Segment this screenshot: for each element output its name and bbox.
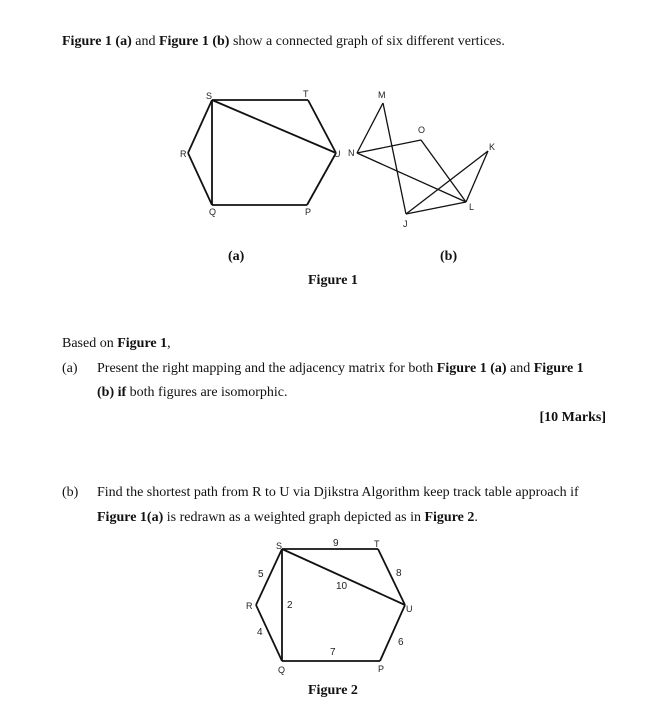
- figure-2-caption: Figure 2: [308, 683, 358, 698]
- vertex-u-label: U: [334, 149, 341, 159]
- fig2-vertex-t: T: [374, 539, 380, 549]
- intro-fig1b: Figure 1 (b): [158, 34, 230, 49]
- intro-fig1a: Figure 1 (a): [62, 34, 132, 49]
- fig2-vertex-u: U: [406, 604, 413, 614]
- part-b-number: (b): [62, 485, 79, 500]
- vertex-l-label: L: [469, 202, 475, 212]
- part-b-fig1a: Figure 1(a): [97, 510, 164, 525]
- figure-1b-sublabel: (b): [440, 249, 458, 264]
- vertex-k-label: K: [489, 142, 496, 152]
- vertex-n-label: N: [348, 148, 355, 158]
- edge2-u-p: [380, 605, 405, 661]
- part-a-text1: Present the right mapping and the adjacency matrix for both: [97, 361, 437, 376]
- weight-s-t: 9: [333, 538, 339, 549]
- weight-t-u: 8: [396, 568, 402, 579]
- vertex-m-label: M: [378, 90, 386, 100]
- weight-s-r: 5: [258, 569, 264, 580]
- lead-figure: Figure 1: [117, 336, 168, 351]
- fig2-vertex-p: P: [378, 664, 385, 674]
- vertex-r-label: R: [180, 149, 187, 159]
- part-b-text2: is redrawn as a weighted graph depicted as in: [163, 510, 425, 525]
- part-b-fig2: Figure 2: [424, 510, 475, 525]
- lead-text: Based on: [62, 336, 118, 351]
- vertex-j-label: J: [403, 219, 408, 229]
- vertex-q-label: Q: [209, 207, 217, 217]
- marks-label: [10 Marks]: [539, 410, 606, 425]
- intro-rest: show a connected graph of six different vertices.: [229, 34, 505, 49]
- figure-1a-sublabel: (a): [228, 249, 245, 264]
- edge2-s-u: [282, 549, 405, 605]
- weight-s-u: 10: [336, 581, 348, 592]
- vertex-o-label: O: [418, 125, 426, 135]
- part-a-fig1a: Figure 1 (a): [436, 361, 507, 376]
- weight-r-q: 4: [257, 627, 263, 638]
- intro-and: and: [131, 34, 159, 49]
- weight-s-q: 2: [287, 600, 293, 611]
- lead-comma: ,: [167, 336, 171, 351]
- vertex-s-label: S: [206, 91, 213, 101]
- part-a-number: (a): [62, 361, 78, 376]
- weight-p-u: 6: [398, 637, 404, 648]
- fig2-vertex-r: R: [246, 601, 253, 611]
- part-a-b-if: (b) if: [97, 385, 127, 400]
- fig2-vertex-s: S: [276, 541, 283, 551]
- fig2-vertex-q: Q: [278, 665, 286, 675]
- weight-q-p: 7: [330, 647, 336, 658]
- figure-1-caption: Figure 1: [308, 273, 358, 288]
- part-a-and: and: [506, 361, 534, 376]
- vertex-t-label: T: [303, 89, 309, 99]
- part-a-text2: both figures are isomorphic.: [126, 385, 288, 400]
- part-b-period: .: [474, 510, 478, 525]
- part-b-line1: Find the shortest path from R to U via Djikstra Algorithm keep track table approach if: [97, 485, 579, 500]
- part-a-fig1: Figure 1: [533, 361, 584, 376]
- vertex-p-label: P: [305, 207, 312, 217]
